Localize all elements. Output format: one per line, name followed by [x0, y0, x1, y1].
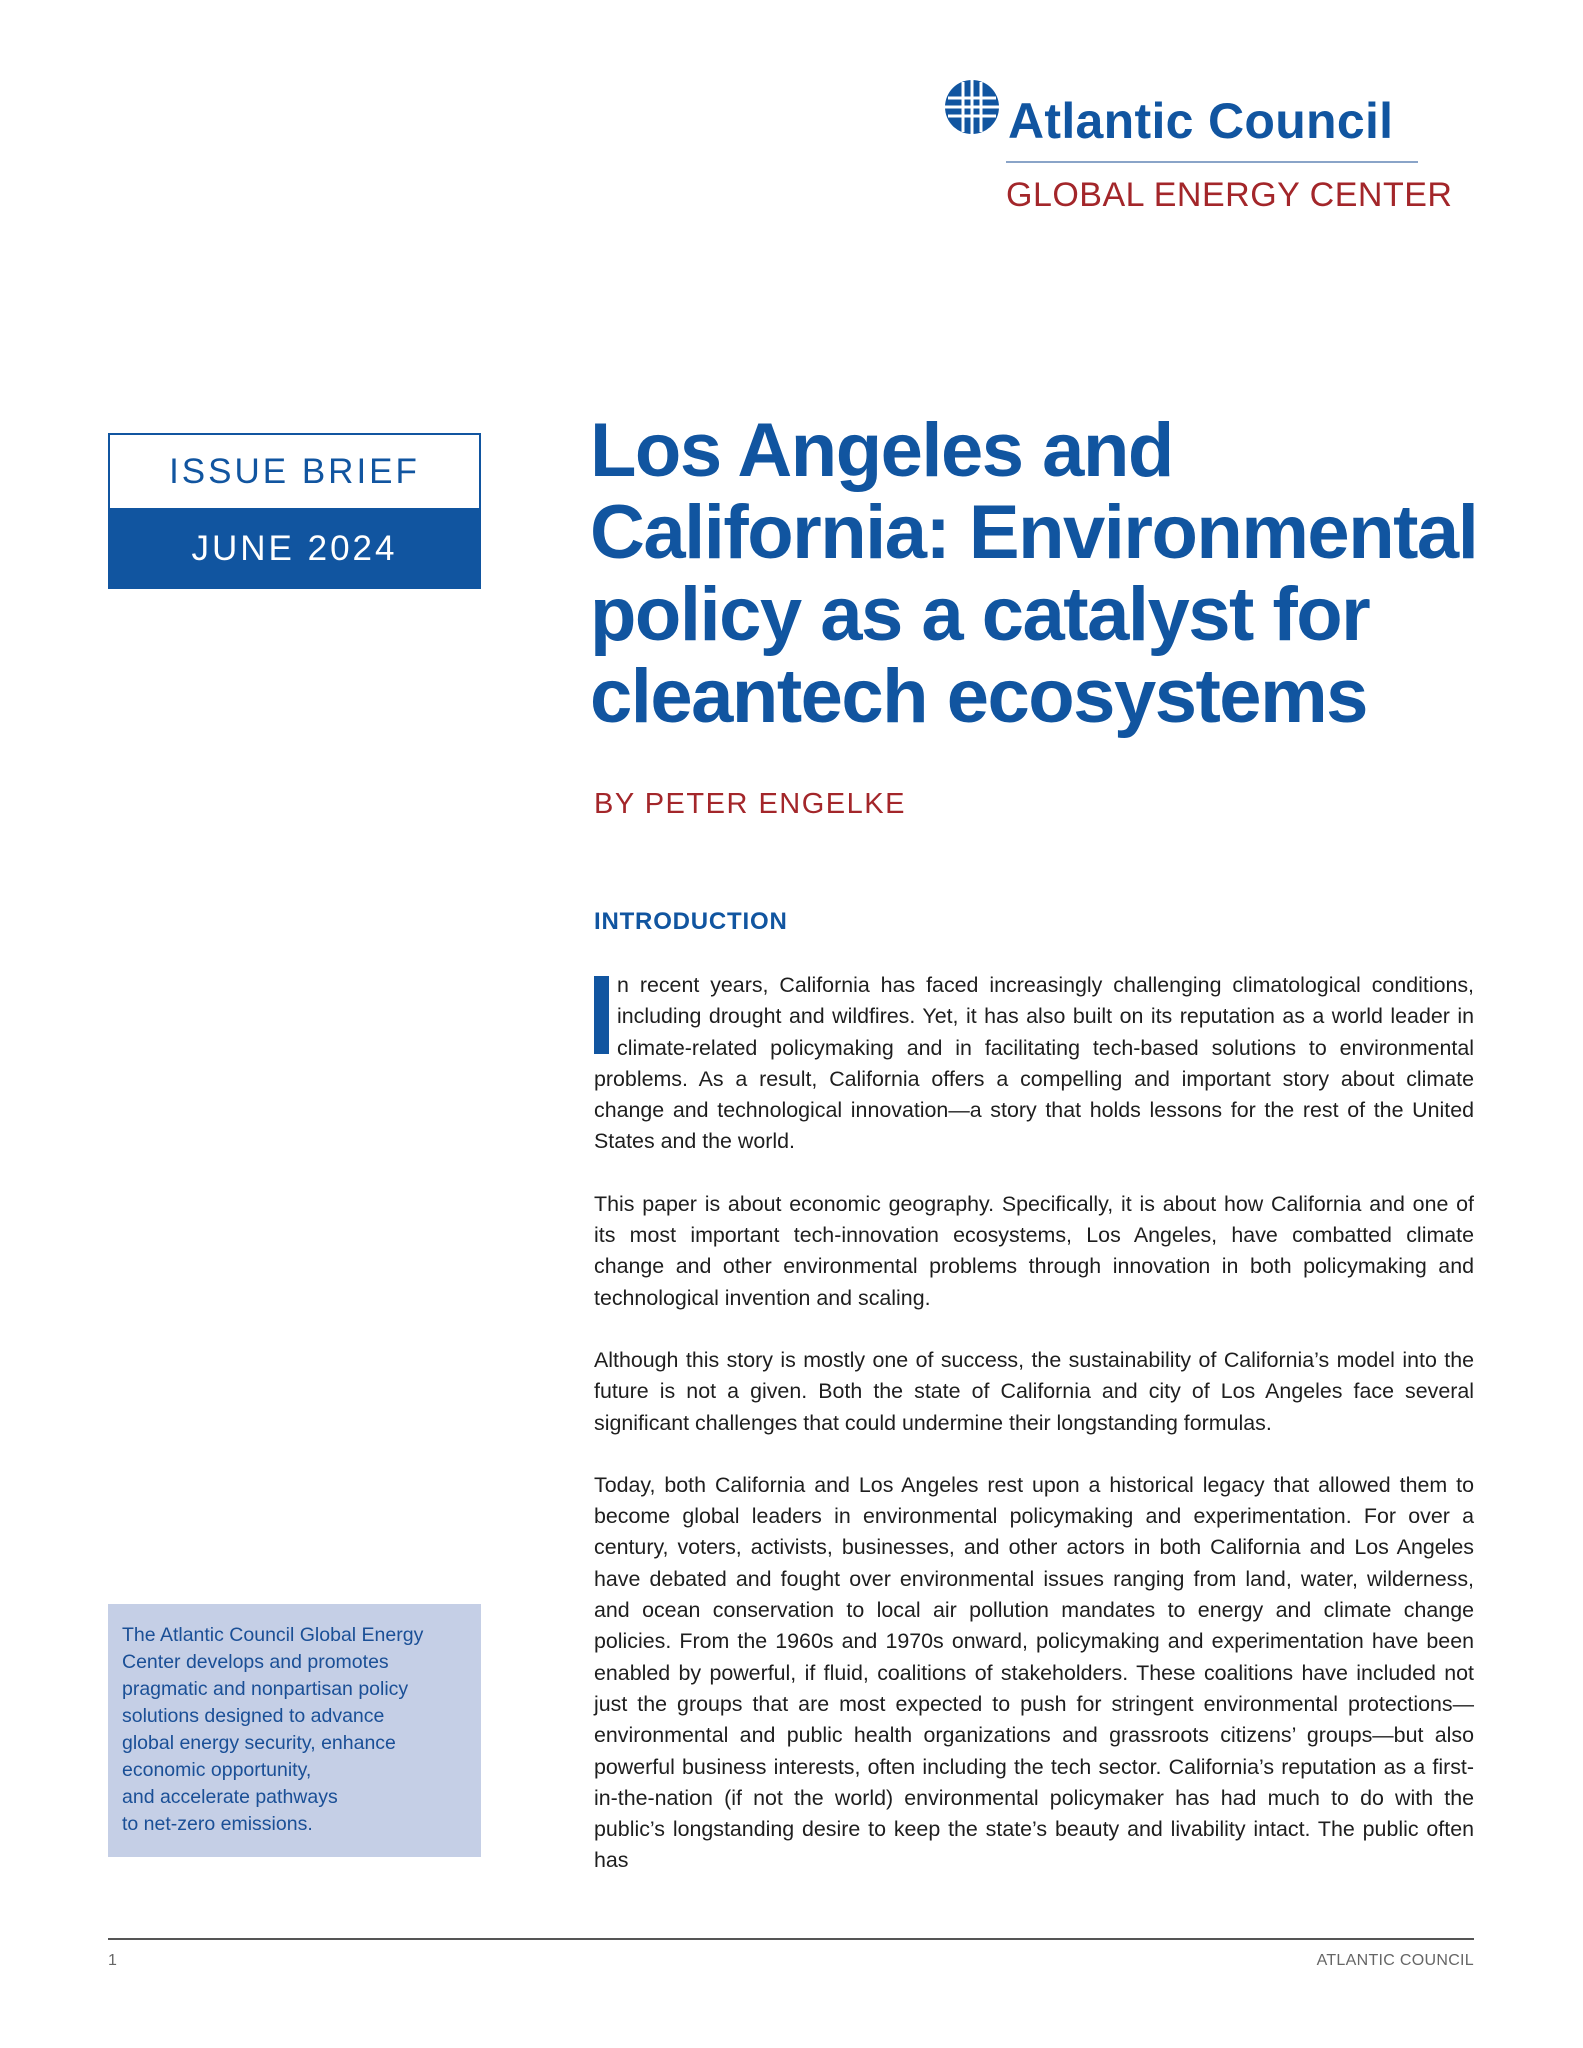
- brief-date: JUNE 2024: [108, 508, 481, 589]
- body-text: [594, 970, 1474, 1908]
- title-line: California: Environmental: [590, 490, 1478, 575]
- blurb-line: to net-zero emissions.: [122, 1813, 313, 1835]
- paragraph: [594, 970, 1474, 1158]
- header-logo: [943, 78, 1483, 228]
- section-heading: INTRODUCTION: [594, 908, 788, 935]
- drop-cap-mark: [594, 976, 609, 1054]
- center-name: GLOBAL ENERGY CENTER: [1006, 176, 1453, 214]
- blurb-line: solutions designed to advance: [122, 1705, 385, 1727]
- footer-divider: [108, 1938, 1474, 1940]
- page-title: [590, 410, 1490, 738]
- blurb-line: pragmatic and nonpartisan policy: [122, 1678, 409, 1700]
- title-line: cleantech ecosystems: [590, 654, 1367, 739]
- page-number: 1: [108, 1952, 117, 1969]
- paragraph: This paper is about economic geography. Specifically, it is about how California and one of its most important tech-innovation ecosystems, Los Angeles, have combatted climate change and other environmental problems through innovation in both policymaking and technological invention and scaling.: [594, 1191, 1474, 1310]
- org-name: Atlantic Council: [1008, 93, 1394, 149]
- blurb-line: The Atlantic Council Global Energy: [122, 1624, 424, 1646]
- blurb-line: Center develops and promotes: [122, 1651, 389, 1673]
- title-line: policy as a catalyst for: [590, 572, 1370, 657]
- brief-type: ISSUE BRIEF: [108, 433, 481, 508]
- paragraph-text: n recent years, California has faced increasingly challenging climatological conditions, including drought and wildfires. Yet, it has also built on its reputation as a world leader in climate-related policymaking and in facilitating tech-based solutions to environmental problems. As a result, California offers a compelling and important story about climate change and technological innovation—a story that holds lessons for the rest of the United States and the world.: [594, 973, 1474, 1154]
- blurb-line: and accelerate pathways: [122, 1786, 338, 1808]
- byline: BY PETER ENGELKE: [594, 788, 906, 820]
- paragraph: Although this story is mostly one of success, the sustainability of California’s model into the future is not a given. Both the state of California and city of Los Angeles face several significant challenges that could undermine their longstanding formulas.: [594, 1347, 1474, 1435]
- globe-icon: [943, 78, 1001, 136]
- logo-divider: [1006, 161, 1418, 163]
- blurb-line: economic opportunity,: [122, 1759, 312, 1781]
- blurb-line: global energy security, enhance: [122, 1732, 396, 1754]
- sidebar-blurb: [108, 1604, 481, 1857]
- footer-brand: ATLANTIC COUNCIL: [1316, 1952, 1474, 1969]
- issue-brief-box: [108, 433, 481, 589]
- paragraph: Today, both California and Los Angeles rest upon a historical legacy that allowed them to become global leaders in environmental policymaking and experimentation. For over a century, voters, activists, businesses, and other actors in both California and Los Angeles have debated and fought over environmental issues ranging from land, water, wilderness, and ocean conservation to local air pollution mandates to energy and climate change policies. From the 1960s and 1970s onward, policymaking and experimentation have been enabled by powerful, if fluid, coalitions of stakeholders. These coalitions have included not just the groups that are most expected to push for stringent environmental protections—environmental and public health organizations and grassroots citizens’ groups—but also powerful business interests, often including the tech sector. California’s reputation as a first-in-the-nation (if not the world) environmental policymaker has had much to do with the public’s longstanding desire to keep the state’s beauty and livability intact. The public often has: [594, 1472, 1474, 1873]
- title-line: Los Angeles and: [590, 408, 1173, 493]
